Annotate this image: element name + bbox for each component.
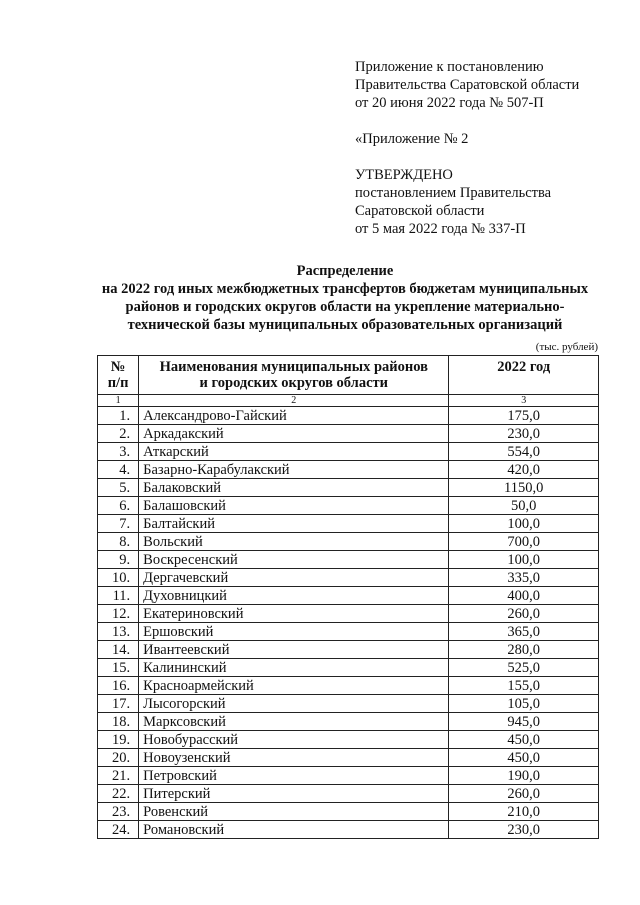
row-value: 105,0	[449, 695, 599, 713]
row-number: 23.	[98, 803, 139, 821]
header-line: Приложение к постановлению	[355, 59, 544, 75]
row-value: 230,0	[449, 821, 599, 839]
row-value: 525,0	[449, 659, 599, 677]
row-value: 175,0	[449, 407, 599, 425]
row-name: Новоузенский	[139, 749, 449, 767]
row-name: Аркадакский	[139, 425, 449, 443]
header-num: № п/п	[98, 356, 139, 395]
table-header-row	[98, 356, 599, 395]
table-row	[98, 677, 599, 695]
row-name: Базарно-Карабулакский	[139, 461, 449, 479]
row-name: Новобурасский	[139, 731, 449, 749]
row-name: Марксовский	[139, 713, 449, 731]
row-number: 20.	[98, 749, 139, 767]
title-line: Распределение	[296, 263, 394, 279]
header-line: Правительства Саратовской области	[355, 77, 580, 93]
table-row	[98, 803, 599, 821]
approved-label: УТВЕРЖДЕНО	[355, 167, 453, 183]
table-row	[98, 515, 599, 533]
row-value: 260,0	[449, 785, 599, 803]
table-row	[98, 479, 599, 497]
row-name: Ивантеевский	[139, 641, 449, 659]
row-name: Духовницкий	[139, 587, 449, 605]
row-name: Балтайский	[139, 515, 449, 533]
title-line: районов и городских округов области на укрепление материально-	[125, 299, 565, 315]
row-name: Лысогорский	[139, 695, 449, 713]
row-name: Романовский	[139, 821, 449, 839]
row-name: Балаковский	[139, 479, 449, 497]
column-number-row	[98, 395, 599, 407]
row-name: Аткарский	[139, 443, 449, 461]
row-number: 16.	[98, 677, 139, 695]
approved-by-line: Саратовской области	[355, 203, 485, 219]
table-row	[98, 569, 599, 587]
table-row	[98, 461, 599, 479]
title-line: технической базы муниципальных образовательных организаций	[127, 317, 563, 333]
row-number: 7.	[98, 515, 139, 533]
col-number: 1	[98, 395, 139, 407]
row-number: 15.	[98, 659, 139, 677]
header-line: от 20 июня 2022 года № 507-П	[355, 95, 544, 111]
table-row	[98, 713, 599, 731]
table-row	[98, 641, 599, 659]
row-name: Екатериновский	[139, 605, 449, 623]
row-value: 400,0	[449, 587, 599, 605]
row-name: Воскресенский	[139, 551, 449, 569]
row-number: 10.	[98, 569, 139, 587]
table-row	[98, 605, 599, 623]
row-number: 19.	[98, 731, 139, 749]
row-name: Калининский	[139, 659, 449, 677]
unit-label: (тыс. рублей)	[535, 341, 598, 353]
row-name: Ершовский	[139, 623, 449, 641]
row-number: 22.	[98, 785, 139, 803]
table-row	[98, 623, 599, 641]
title-line: на 2022 год иных межбюджетных трансфертов бюджетам муниципальных	[101, 281, 589, 297]
table-row	[98, 443, 599, 461]
row-name: Дергачевский	[139, 569, 449, 587]
row-value: 155,0	[449, 677, 599, 695]
row-value: 190,0	[449, 767, 599, 785]
row-value: 945,0	[449, 713, 599, 731]
row-value: 230,0	[449, 425, 599, 443]
approved-date: от 5 мая 2022 года № 337-П	[355, 221, 526, 237]
row-number: 14.	[98, 641, 139, 659]
row-value: 1150,0	[449, 479, 599, 497]
row-number: 17.	[98, 695, 139, 713]
row-name: Вольский	[139, 533, 449, 551]
row-number: 3.	[98, 443, 139, 461]
row-number: 8.	[98, 533, 139, 551]
col-number: 2	[139, 395, 449, 407]
row-number: 11.	[98, 587, 139, 605]
row-name: Ровенский	[139, 803, 449, 821]
row-name: Александрово-Гайский	[139, 407, 449, 425]
table-row	[98, 767, 599, 785]
table-row	[98, 695, 599, 713]
row-value: 450,0	[449, 749, 599, 767]
row-value: 260,0	[449, 605, 599, 623]
row-number: 2.	[98, 425, 139, 443]
row-value: 554,0	[449, 443, 599, 461]
header-value: 2022 год	[449, 356, 599, 395]
row-value: 280,0	[449, 641, 599, 659]
row-value: 100,0	[449, 515, 599, 533]
row-number: 4.	[98, 461, 139, 479]
row-value: 365,0	[449, 623, 599, 641]
row-number: 1.	[98, 407, 139, 425]
row-value: 420,0	[449, 461, 599, 479]
table-row	[98, 785, 599, 803]
row-value: 335,0	[449, 569, 599, 587]
row-name: Красноармейский	[139, 677, 449, 695]
row-number: 24.	[98, 821, 139, 839]
row-number: 12.	[98, 605, 139, 623]
document-title	[90, 262, 600, 334]
row-number: 5.	[98, 479, 139, 497]
col-number: 3	[449, 395, 599, 407]
table-row	[98, 407, 599, 425]
row-number: 9.	[98, 551, 139, 569]
table-row	[98, 731, 599, 749]
header-name: Наименования муниципальных районов и городских округов области	[139, 356, 449, 395]
row-name: Балашовский	[139, 497, 449, 515]
row-value: 100,0	[449, 551, 599, 569]
row-number: 6.	[98, 497, 139, 515]
row-value: 210,0	[449, 803, 599, 821]
row-name: Петровский	[139, 767, 449, 785]
table-row	[98, 425, 599, 443]
row-value: 450,0	[449, 731, 599, 749]
row-number: 13.	[98, 623, 139, 641]
row-value: 50,0	[449, 497, 599, 515]
distribution-table	[97, 355, 599, 839]
table-row	[98, 533, 599, 551]
row-number: 18.	[98, 713, 139, 731]
table-row	[98, 551, 599, 569]
table-row	[98, 587, 599, 605]
row-name: Питерский	[139, 785, 449, 803]
row-value: 700,0	[449, 533, 599, 551]
row-number: 21.	[98, 767, 139, 785]
table-row	[98, 659, 599, 677]
table-row	[98, 497, 599, 515]
appendix-label: «Приложение № 2	[355, 131, 469, 147]
table-row	[98, 821, 599, 839]
document-header	[355, 58, 625, 238]
table-row	[98, 749, 599, 767]
approved-by-line: постановлением Правительства	[355, 185, 552, 201]
